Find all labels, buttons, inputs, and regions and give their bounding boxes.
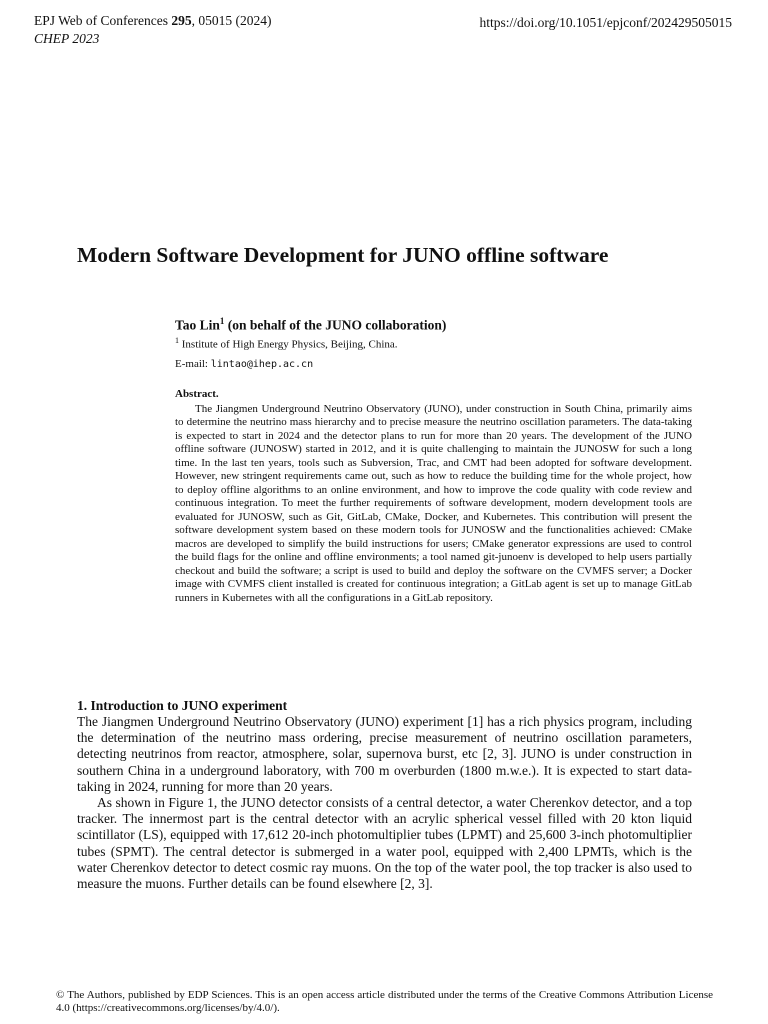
conference-name: CHEP 2023: [34, 31, 100, 46]
abstract-text: The Jiangmen Underground Neutrino Observatory (JUNO), under construction in South China, primarily aims to determine the neutrino mass hierarchy and to precise measure the neutrino oscillation parameters. The data-taking is expected to start in 2024 and the detector plans to run for more than 20 years. The development of the JUNO offline software (JUNOSW) started in 2012, and it is quite challenging to maintain the JUNOSW for such a long time. In the last ten years, tools such as Subversion, Trac, and CMT had been adopted for software development. However, new stringent requirements came out, such as how to reduce the building time for the whole project, how to deploy offline algorithms to an online environment, and how to improve the code quality with code review and continuous integration. To meet the further requirements of software development, modern development tools are evaluated for JUNOSW, such as Git, GitLab, CMake, Docker, and Kubernetes. This contribution will present the software development system based on these modern tools for JUNOSW and the functionalities achieved: CMake macros are developed to simplify the build instructions for users; CMake generator expressions are used to control the build flags for the online and offline environments; a tool named git-junoenv is developed to help users partially checkout and build the software; a script is used to build and deploy the software on the CVMFS server; a Docker image with CVMFS client installed is created for continuous integration; a GitLab agent is set up to manage GitLab runners in Kubernetes with all the configurations in a GitLab repository.: [175, 402, 692, 604]
paragraph: As shown in Figure 1, the JUNO detector consists of a central detector, a water Cherenkov detector, and a top tracker. The innermost part is the central detector with an acrylic spherical vessel filled with 20 kton liquid scintillator (LS), equipped with 17,612 20-inch photomultiplier tubes (LPMT) and 25,600 3-inch photomultiplier tubes (SPMT). The central detector is submerged in a water pool, equipped with 2,400 LPMTs, which is the water Cherenkov detector to detect cosmic ray muons. On the top of the water pool, the top tracker is also used to measure the muons. Further details can be found elsewhere [2, 3].: [77, 795, 692, 892]
author-line: [175, 316, 446, 334]
section-body: [77, 714, 692, 892]
abstract: [175, 388, 692, 605]
running-header: [34, 12, 272, 48]
paper-title: Modern Software Development for JUNO offline software: [77, 243, 609, 267]
affiliation: $^1$ Institute of High Energy Physics, Beijing, China.: [175, 336, 398, 351]
journal-citation: EPJ Web of Conferences 295, 05015 (2024): [34, 13, 272, 28]
author-name: Tao Lin: [175, 317, 220, 333]
paragraph: The Jiangmen Underground Neutrino Observatory (JUNO) experiment [1] has a rich physics program, including the determination of the neutrino mass ordering, precise measurement of neutrino oscillation parameters, detecting neutrinos from reactor, atmosphere, solar, supernova burst, etc [2, 3]. JUNO is under construction in southern China in a underground laboratory, with 700 m overburden (1800 m.w.e.). It is expected to start data-taking in 2024, running for more than 20 years.: [77, 714, 692, 794]
section-heading: 1. Introduction to JUNO experiment: [77, 698, 288, 713]
author-note: (on behalf of the JUNO collaboration): [224, 317, 447, 333]
doi-link[interactable]: https://doi.org/10.1051/epjconf/202429505015: [479, 15, 732, 30]
volume-number: 295: [171, 13, 192, 28]
email-address[interactable]: lintao@ihep.ac.cn: [210, 359, 314, 370]
author-affil-mark: 1: [219, 316, 225, 326]
license-footer: © The Authors, published by EDP Sciences. This is an open access article distributed under the terms of the Creative Commons Attribution License 4.0 (https://creativecommons.org/licenses/by/4.0/).: [56, 989, 713, 1014]
email-line: E-mail: lintao@ihep.ac.cn: [175, 358, 314, 370]
abstract-heading: Abstract.: [175, 388, 219, 400]
